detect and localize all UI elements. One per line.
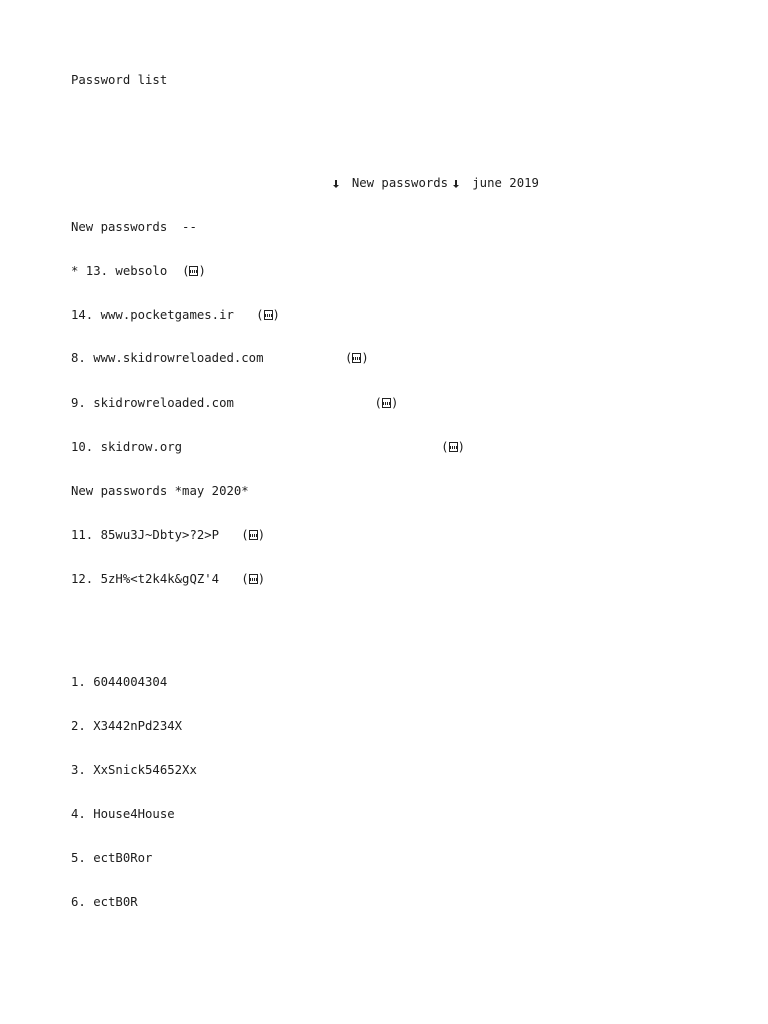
paren-open: ( [441, 440, 449, 454]
section-heading: New passwords -- [71, 220, 197, 234]
item-text: 11. 85wu3J~Dbty>?2>P [71, 528, 242, 542]
list-item [71, 571, 265, 587]
list-item [71, 527, 265, 543]
list-item [71, 350, 369, 366]
paren-close: ) [457, 440, 465, 454]
paren-open: ( [241, 528, 249, 542]
new-badge-icon [249, 574, 258, 584]
header-date: june 2019 [472, 176, 539, 190]
item-text: * 13. websolo [71, 264, 183, 278]
list-item: 5. ectB0Ror [71, 851, 153, 865]
list-item: 4. House4House [71, 807, 175, 821]
item-text: 10. skidrow.org [71, 440, 442, 454]
header-line [335, 175, 539, 191]
new-badge-icon [352, 353, 361, 363]
list-item [71, 307, 280, 323]
new-badge-icon [449, 442, 458, 452]
new-badge-icon [264, 310, 273, 320]
paren-open: ( [374, 396, 382, 410]
list-item [71, 263, 206, 279]
down-arrow-icon [455, 180, 457, 186]
new-badge-icon [189, 266, 198, 276]
down-arrow-icon [335, 180, 337, 186]
section-heading: New passwords *may 2020* [71, 484, 249, 498]
paren-close: ) [272, 308, 280, 322]
list-item: 1. 6044004304 [71, 675, 168, 689]
item-text: 12. 5zH%<t2k4k&gQZ'4 [71, 572, 242, 586]
paren-open: ( [344, 351, 353, 365]
list-item: 2. X3442nPd234X [71, 719, 183, 733]
list-item: 6. ectB0R [71, 895, 138, 909]
list-item [71, 439, 465, 455]
item-text: 9. skidrowreloaded.com [71, 396, 375, 410]
new-badge-icon [249, 530, 258, 540]
item-text: 14. www.pocketgames.ir [71, 308, 257, 322]
list-item [71, 395, 398, 411]
paren-close: ) [198, 264, 206, 278]
paren-open: ( [256, 308, 264, 322]
header-label: New passwords [351, 176, 449, 190]
paren-open: ( [241, 572, 249, 586]
item-text: 8. www.skidrowreloaded.com [71, 351, 345, 365]
paren-close: ) [390, 396, 399, 410]
paren-open: ( [182, 264, 190, 278]
paren-close: ) [257, 528, 266, 542]
new-badge-icon [382, 398, 391, 408]
paren-close: ) [361, 351, 369, 365]
list-item: 3. XxSnick54652Xx [71, 763, 197, 777]
paren-close: ) [257, 572, 266, 586]
page-title: Password list [71, 73, 168, 87]
